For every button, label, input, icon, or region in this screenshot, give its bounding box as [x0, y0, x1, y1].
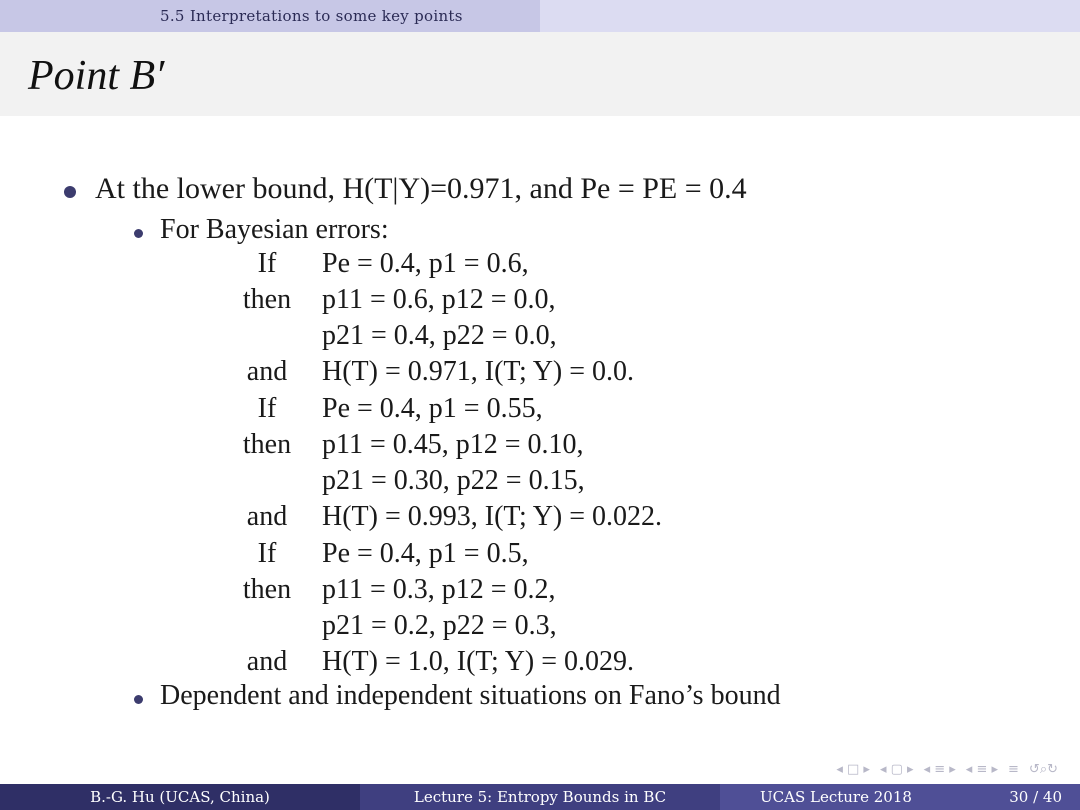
footer-lecture[interactable]: Lecture 5: Entropy Bounds in BC	[360, 784, 720, 810]
footer-bar	[0, 784, 1080, 810]
row-equation: p21 = 0.2, p22 = 0.3,	[322, 610, 557, 641]
beamer-navigation	[836, 760, 1058, 778]
row-keyword: If	[257, 538, 277, 569]
bullet-text	[95, 172, 747, 206]
nav-frame-icon[interactable]: ◂ □ ▸	[836, 761, 870, 777]
row-equation: Pe = 0.4, p1 = 0.55,	[322, 393, 543, 424]
sub-bullet-text: Dependent and independent situations on Fano’s bound	[160, 680, 781, 711]
sub-bullet-icon	[134, 229, 143, 238]
footer-author[interactable]: B.-G. Hu (UCAS, China)	[0, 784, 360, 810]
bullet-icon	[64, 186, 76, 198]
section-title[interactable]: 5.5 Interpretations to some key points	[0, 0, 540, 32]
row-equation: Pe = 0.4, p1 = 0.5,	[322, 538, 529, 569]
row-keyword: If	[257, 248, 277, 279]
row-equation: p11 = 0.45, p12 = 0.10,	[322, 429, 584, 460]
header-bar	[0, 0, 1080, 32]
nav-search-icon[interactable]: ↺⌕↻	[1028, 761, 1058, 777]
row-keyword: then	[242, 574, 292, 605]
row-keyword: and	[246, 646, 288, 677]
footer-right	[720, 784, 1080, 810]
footer-venue: UCAS Lecture 2018	[760, 788, 912, 806]
nav-section-icon[interactable]: ◂ ≡ ▸	[923, 761, 956, 777]
slide-title: Point B′	[28, 53, 165, 99]
row-equation: H(T) = 0.993, I(T; Y) = 0.022.	[322, 501, 663, 532]
sub-bullet-icon	[134, 695, 143, 704]
sub-bullet-text: For Bayesian errors:	[160, 214, 389, 245]
row-equation: p11 = 0.3, p12 = 0.2,	[322, 574, 556, 605]
row-keyword: If	[257, 393, 277, 424]
row-equation: Pe = 0.4, p1 = 0.6,	[322, 248, 529, 279]
row-keyword: then	[242, 284, 292, 315]
nav-subsection-icon[interactable]: ◂ ▢ ▸	[879, 761, 914, 777]
row-keyword: and	[246, 501, 288, 532]
row-equation: H(T) = 0.971, I(T; Y) = 0.0.	[322, 356, 635, 387]
nav-slide-icon[interactable]: ◂ ≡ ▸	[965, 761, 999, 777]
title-bar	[0, 32, 1080, 116]
row-equation: p21 = 0.30, p22 = 0.15,	[322, 465, 585, 496]
footer-page-number: 30 / 40	[1009, 788, 1062, 806]
row-equation: p21 = 0.4, p22 = 0.0,	[322, 320, 557, 351]
row-keyword: then	[242, 429, 292, 460]
bullet-text-content: At the lower bound, H(T|Y)=0.971, and Pe = PE = 0.4	[95, 172, 747, 205]
row-equation: H(T) = 1.0, I(T; Y) = 0.029.	[322, 646, 635, 677]
row-keyword: and	[246, 356, 288, 387]
nav-menu-icon[interactable]: ≡	[1008, 761, 1019, 777]
row-equation: p11 = 0.6, p12 = 0.0,	[322, 284, 556, 315]
